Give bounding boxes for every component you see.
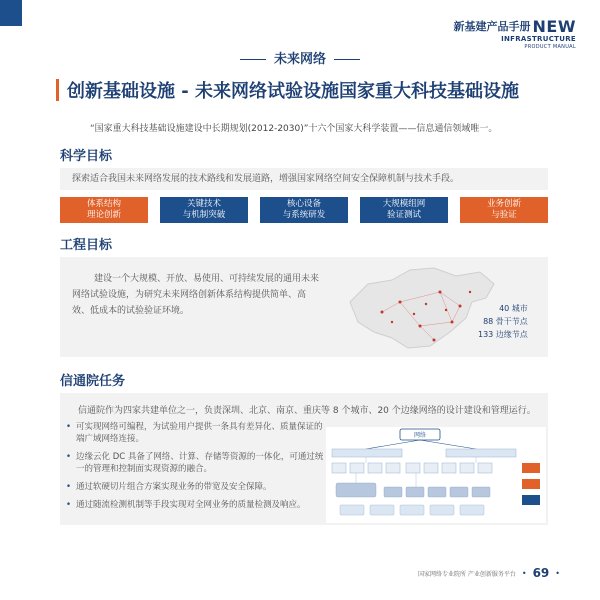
xintong-intro: 信通院作为四家共建单位之一，负责深圳、北京、南京、重庆等 8 个城市、20 个边缘网络的设计建设和管理运行。 — [78, 406, 536, 416]
goal-line2: 验证测试 — [386, 210, 421, 220]
goal-item — [260, 197, 348, 223]
bullet-text: 通过软硬切片组合方案实现业务的带宽及安全保障。 — [76, 482, 272, 492]
goal-item — [360, 197, 448, 223]
goal-line2: 与机制突破 — [182, 210, 226, 220]
network-architecture-diagram-icon — [326, 427, 546, 523]
china-network-map-icon — [330, 262, 500, 354]
page-footer — [418, 566, 560, 580]
brand-en-line1: INFRASTRUCTURE — [501, 35, 576, 43]
list-item — [66, 499, 328, 511]
section-tag — [0, 48, 600, 67]
science-description: 探索适合我国未来网络发展的技术路线和发展道路，增强国家网络空间安全保障机制与技术手段。 — [60, 168, 548, 190]
goal-item — [160, 197, 248, 223]
page-title-text: 创新基础设施 - 未来网络试验设施国家重大科技基础设施 — [67, 81, 520, 102]
bullet-dot: • — [66, 422, 72, 432]
goal-line2: 与验证 — [491, 210, 517, 220]
footer-dot: • — [555, 568, 560, 578]
goal-item — [460, 197, 548, 223]
footer-text: 国家网络专业院所 产业创新服务平台 — [417, 570, 516, 578]
goal-line1: 大规模组网 — [382, 199, 426, 209]
goal-line1: 业务创新 — [486, 199, 521, 209]
intro-text: “国家重大科技基础设施建设中长期规划(2012-2030)”十六个国家大科学装置——信息通信领域唯一。 — [90, 124, 498, 134]
engineering-heading: 工程目标 — [60, 238, 113, 253]
bullet-dot: • — [66, 482, 72, 492]
bullet-dot: • — [66, 452, 72, 462]
science-goals — [60, 197, 548, 223]
goal-line2: 理论创新 — [86, 210, 121, 220]
bullet-text: 通过随流检测机制等手段实现对全网业务的质量检测及响应。 — [76, 500, 306, 510]
goal-line1: 关键技术 — [186, 199, 221, 209]
xintong-bullets — [66, 421, 328, 517]
page-number: 69 — [532, 566, 550, 580]
page-title — [56, 78, 519, 102]
title-accent-bar — [56, 79, 59, 101]
list-item — [66, 481, 328, 493]
goal-line1: 体系结构 — [86, 199, 121, 209]
stat-backbone-nodes: 88 骨干节点 — [483, 317, 528, 326]
stat-edge-nodes: 133 边缘节点 — [478, 330, 528, 339]
engineering-text: 建设一个大规模、开放、易使用、可持续发展的通用未来网络试验设施，为研究未来网络创新体系结构提供简单、高效、低成本的试验验证环境。 — [72, 274, 320, 316]
goal-line2: 与系统研发 — [282, 210, 326, 220]
brand-cn: 新基建产品手册 — [453, 20, 531, 33]
section-tag-line-left — [240, 59, 266, 60]
science-heading: 科学目标 — [60, 149, 113, 164]
stat-cities: 40 城市 — [499, 304, 528, 313]
brand-new: NEW — [532, 17, 576, 36]
section-tag-line-right — [334, 59, 360, 60]
list-item — [66, 451, 328, 475]
bullet-dot: • — [66, 500, 72, 510]
goal-item — [60, 197, 148, 223]
goal-line1: 核心设备 — [286, 199, 321, 209]
section-tag-text: 未来网络 — [273, 52, 326, 67]
bullet-text: 边缘云化 DC 具备了网络、计算、存储等资源的一体化，可通过统一的管理和控制面实现资源的融合。 — [76, 452, 324, 474]
brand-logo — [454, 18, 576, 50]
diagram-label: 网络 — [413, 432, 427, 439]
engineering-stats — [478, 302, 528, 341]
brand-en-line2: PRODUCT MANUAL — [524, 44, 576, 50]
corner-block — [0, 0, 22, 26]
footer-dot: • — [521, 568, 527, 578]
xintong-heading: 信通院任务 — [60, 374, 126, 389]
bullet-text: 可实现网络可编程，为试验用户提供一条具有差异化、质量保证的端广域网络连接。 — [76, 422, 323, 444]
list-item — [66, 421, 328, 445]
